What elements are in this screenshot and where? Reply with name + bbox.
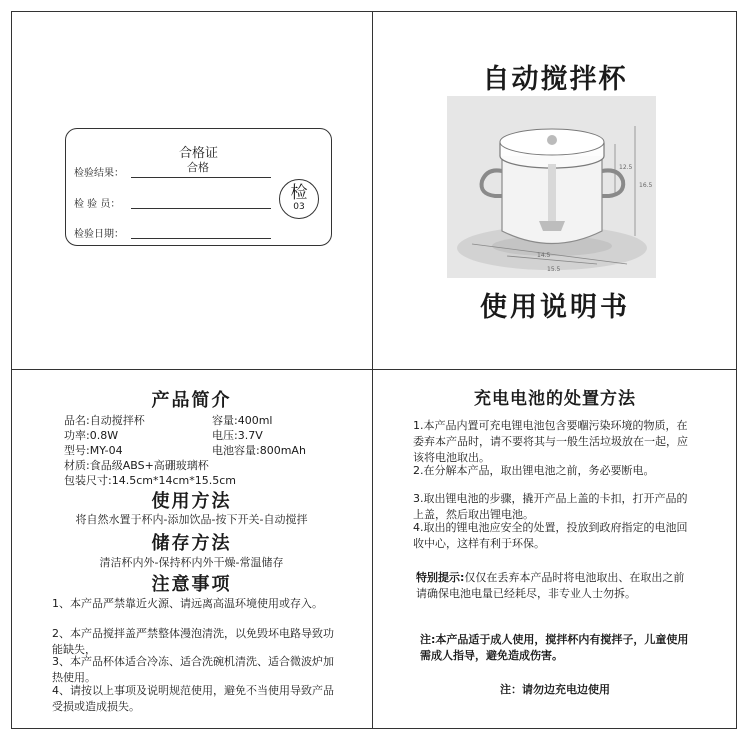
disposal-item-1: 1.本产品内置可充电锂电池包含要嗰污染环境的物质，在委弃本产品时，请不要将其与一般生活垃圾放在一起，应该将电池取出。 [413, 419, 688, 464]
dimension-label-height: 16.5 [639, 182, 653, 189]
certificate-result: 合格 [187, 161, 209, 174]
special-tip [416, 570, 694, 602]
product-photo [447, 96, 656, 278]
special-tip-label: 特别提示: [416, 571, 465, 584]
inspection-date-line [131, 238, 271, 239]
usage-text: 将自然水置于杯内-添加饮品-按下开关-自动搅拌 [75, 513, 308, 526]
spec-voltage: 电压:3.7V [212, 429, 263, 442]
storage-text: 清洁杯内外-保持杯内外干燥-常温储存 [99, 556, 284, 569]
spec-capacity: 容量:400ml [212, 414, 273, 427]
fold-line-horizontal [11, 369, 737, 370]
charging-note: 注：请勿边充电边使用 [500, 683, 610, 696]
spec-package-size: 包装尺寸:14.5cm*14cm*15.5cm [64, 474, 236, 487]
inspection-date-label: 检验日期： [74, 229, 124, 240]
special-tip-text: 仅仅在丢弃本产品时将电池取出、在取出之前请确保电池电量已经耗尽，非专业人士勿拆。 [416, 571, 685, 600]
dimension-label-base: 15.5 [547, 266, 561, 273]
disposal-item-4: 4.取出的锂电池应安全的处置，投放到政府指定的电池回收中心，这样有利于环保。 [413, 521, 688, 550]
inspector-label: 检 验 员： [74, 199, 121, 210]
inspection-result-label: 检验结果： [74, 168, 124, 179]
spec-name: 品名:自动搅拌杯 [64, 414, 145, 427]
spec-power: 功率:0.8W [64, 429, 119, 442]
dimension-label-width: 14.5 [537, 252, 551, 259]
spec-model: 型号:MY-04 [64, 444, 123, 457]
product-intro-heading: 产品简介 [151, 390, 232, 411]
cover-title: 自动搅拌杯 [482, 64, 628, 95]
note-item-2: 2、本产品搅拌盖严禁整体漫泡清洗，以免毁坏电路导致功能缺失， [52, 627, 334, 656]
certificate-card [65, 128, 332, 246]
storage-heading: 储存方法 [151, 533, 232, 554]
stamp-character: 检 [290, 183, 308, 203]
spec-battery: 电池容量:800mAh [212, 444, 306, 457]
inspection-stamp [279, 179, 319, 219]
note-item-1: 1、本产品严禁靠近火源、请远离高温环境使用或存入。 [52, 597, 323, 610]
cover-subtitle: 使用说明书 [480, 292, 630, 323]
disposal-item-2: 2.在分解本产品，取出锂电池之前，务必要断电。 [413, 464, 655, 477]
spec-material: 材质:食品级ABS+高硼玻璃杯 [64, 459, 209, 472]
note-item-4: 4、请按以上事项及说明规范使用，避免不当使用导致产品受损或造成损失。 [52, 684, 334, 713]
mixing-cup-illustration [447, 96, 656, 278]
stamp-number: 03 [293, 202, 305, 212]
notes-heading: 注意事项 [151, 574, 232, 595]
dimension-label-height-lid: 12.5 [619, 164, 633, 171]
fold-line-vertical [372, 11, 373, 729]
adult-use-note: 注:本产品适于成人使用，搅拌杯内有搅拌子，儿童使用需成人指导，避免造成伤害。 [420, 633, 689, 662]
disposal-heading: 充电电池的处置方法 [474, 389, 636, 409]
certificate-title: 合格证 [178, 146, 218, 161]
usage-heading: 使用方法 [151, 491, 232, 512]
note-item-3: 3、本产品杯体适合冷冻、适合洗碗机清洗、适合微波炉加热使用。 [52, 655, 334, 684]
disposal-item-3: 3.取出锂电池的步骤，撬开产品上盖的卡扣，打开产品的上盖，然后取出锂电池。 [413, 492, 688, 521]
inspector-line [131, 208, 271, 209]
inspection-result-line [131, 177, 271, 178]
